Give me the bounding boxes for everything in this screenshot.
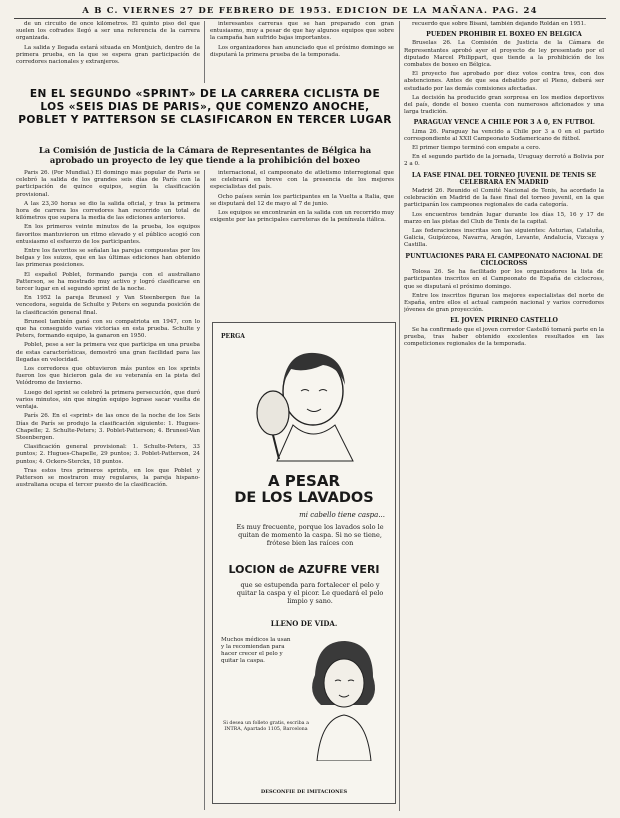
paragraph: La decisión ha producido gran sorpresa en los medios deportivos del país, donde el boxeo cuenta con numerosos aficionados y una larga tradición. (404, 94, 604, 116)
paragraph: Lima 26. Paraguay ha vencido a Chile por 3 a 0 en el partido correspondiente al XXII Campeonato Sudamericano de fútbol. (404, 128, 604, 142)
paragraph: Luego del sprint se celebró la primera persecución, que duró varios minutos, sin que ningún equipo lograse sacar vuelta de ventaja. (16, 389, 200, 411)
column-divider (399, 21, 400, 811)
article-body-middle (210, 170, 394, 318)
paragraph: de un circuito de once kilómetros. El quinto piso del que suelen los cofrades llegó a ser una referencia de la carrera organizada. (16, 21, 200, 42)
paragraph: Los equipos se encontrarán en la salida con un recorrido muy exigente por las principales carreteras de la península itálica. (210, 210, 394, 224)
section-heading: EL JOVEN PIRINEO CASTELLO (450, 317, 558, 325)
paragraph: Los corredores que obtuvieron más puntos en los sprints fueron los que hicieron gala de su veteranía en la pista del Velódromo de Invierno. (16, 366, 200, 387)
right-column (404, 21, 604, 811)
paragraph: Entre los favoritos se señalan las parejas compuestas por los belgas y los suizos, que en las últimas ediciones han obtenido las primeras posiciones. (16, 248, 200, 269)
paragraph: Poblet, pese a ser la primera vez que participa en una prueba de estas características, demostró una gran facilidad para las llegadas en velocidad. (16, 342, 200, 363)
paragraph: Ocho países serán los participantes en la Vuelta a Italia, que se disputará del 12 de mayo al 7 de junio. (210, 193, 394, 207)
paragraph: Tras estos tres primeros sprints, en los que Poblet y Patterson se mostraron muy regulares, la pareja hispano-australiana ocupa el tercer puesto de la clasificación. (16, 467, 200, 489)
paragraph: internacional, el campeonato de atletismo interregional que se celebrará en breve con la presencia de los mejores especialistas del país. (210, 170, 394, 191)
paragraph: En los primeros veinte minutos de la prueba, los equipos favoritos mantuvieron un ritmo elevado y el público acogió con entusiasmo el esfuerzo de los participantes. (16, 224, 200, 245)
paragraph: El primer tiempo terminó con empate a cero. (412, 145, 541, 152)
woman-with-mirror-illustration (243, 343, 383, 463)
section-heading: LA FASE FINAL DEL TORNEO JUVENIL DE TENIS SE CELEBRARA EN MADRID (411, 171, 597, 186)
paragraph: interesantes carreras que se han preparado con gran entusiasmo, muy a pesar de que hay algunos equipos que sobre la campaña han sufrido bajas importantes. (210, 21, 394, 42)
ad-body-text-2: que se estupenda para fortalecer el pelo y quitar la caspa y el picor. Le quedará el pelo limpio y sano. (236, 581, 384, 605)
paragraph: Los organizadores han anunciado que el próximo domingo se disputará la primera prueba de la temporada. (210, 44, 394, 58)
paragraph: Se ha confirmado que el joven corredor Castelló tomará parte en la prueba, tras haber obtenido excelentes resultados en las competiciones regionales de la temporada. (404, 326, 604, 347)
ad-footer: DESCONFIE DE IMITACIONES (260, 789, 348, 795)
paragraph: En 1952 la pareja Bruneel y Van Steenbergen fue la vencedora, seguida de Schulte y Peters en segunda posición de la clasificación general final. (16, 295, 200, 316)
paragraph: París 26. (Por Mundial.) El domingo más popular de París se celebró la salida de los grandes seis días de París con la participación de quince equipos, según la clasificación provisional. (16, 170, 200, 198)
paragraph: París 26. En el «sprint» de las once de la noche de los Seis Días de París se produjo la clasificación siguiente: 1. Hugues-Chapelle; 2. Schulte-Peters; 3. Poblet-Patterson; 4. Bruneel-Van Steenbergen. (16, 413, 200, 441)
lead-subheadline: La Comisión de Justicia de la Cámara de Representantes de Bélgica ha aprobado un proyecto de ley que tiende a la prohibición del boxeo (38, 145, 372, 165)
paragraph: El español Poblet, formando pareja con el australiano Patterson, se ha mostrado muy activo y logró clasificarse en tercer lugar en el segundo sprint de la noche. (16, 271, 200, 293)
ad-offer-text: Muchos médicos la usan y la recomiendan para hacer crecer el pelo y quitar la caspa. (221, 637, 291, 664)
paragraph: recuerdo que sobre Bisani, también dejando Roldán en 1951. (412, 21, 586, 27)
paragraph: Madrid 26. Reunido el Comité Nacional de Tenis, ha acordado la celebración en Madrid de la fase final del torneo juvenil, en la que participarán los campeones regionales de cada categoría. (404, 188, 604, 209)
paragraph: La salida y llegada estará situada en Montjuich, dentro de la primera prueba, en la que se espera gran participación de corredores nacionales y extranjeros. (16, 44, 200, 66)
paragraph: Clasificación general provisional: 1. Schulte-Peters, 33 puntos; 2. Hugues-Chapelle, 29 puntos; 3. Poblet-Patterson, 24 puntos; 4. Ockers-Sterckx, 18 puntos. (16, 444, 200, 465)
advertisement (212, 322, 396, 804)
paragraph: Entre los inscritos figuran los mejores especialistas del norte de España, entre ellos el actual campeón nacional y varios corredores jóvenes de gran proyección. (404, 292, 604, 314)
paragraph: A las 23,30 horas se dio la salida oficial, y tras la primera hora de carrera los corredores han recorrido un total de kilómetros que supera la media de las ediciones anteriores. (16, 200, 200, 222)
section-heading: PUEDEN PROHIBIR EL BOXEO EN BELGICA (426, 31, 582, 39)
top-left-column (16, 21, 200, 85)
paragraph: Los encuentros tendrán lugar durante los días 15, 16 y 17 de marzo en las pistas del Club de Tenis de la capital. (404, 211, 604, 225)
running-head: A B C. VIERNES 27 DE FEBRERO DE 1953. EDICION DE LA MAÑANA. PAG. 24 (82, 6, 538, 16)
header-rule (14, 18, 606, 19)
paragraph: Tolosa 26. Se ha facilitado por los organizadores la lista de participantes inscritos en el Campeonato de España de ciclocross, que se disputará el próximo domingo. (404, 269, 604, 290)
paragraph: El proyecto fue aprobado por diez votos contra tres, con dos abstenciones. Antes de que sea debatido por el Pleno, deberá ser estudiado por las demás comisiones afectadas. (404, 71, 604, 92)
ad-tagline: mi cabello tiene caspa... (299, 511, 385, 519)
column-divider (204, 21, 205, 83)
column-divider (204, 170, 205, 810)
paragraph: Bruneel también ganó con su compatriota en 1947, con lo que ha conseguido varias victorias en esta prueba. Schulte y Peters, formando equipo, la ganaron en 1950. (16, 318, 200, 340)
top-middle-column (210, 21, 394, 85)
ad-slogan: LLENO DE VIDA. (270, 619, 338, 628)
ad-brand: PERGA (221, 333, 245, 340)
woman-portrait-illustration (297, 635, 389, 761)
ad-headline-line1: A PESAR (267, 472, 341, 490)
paragraph: Bruselas 26. La Comisión de Justicia de la Cámara de Representantes aprobó ayer el proyecto de ley presentado por el diputado Marcel Philippart, que tiende a la prohibición de los combates de boxeo en Bélgica. (404, 40, 604, 69)
section-heading: PUNTUACIONES PARA EL CAMPEONATO NACIONAL DE CICLOCROSS (405, 252, 603, 267)
ad-product-name: LOCION de AZUFRE VERI (228, 563, 380, 576)
section-heading: PARAGUAY VENCE A CHILE POR 3 A 0, EN FUTBOL (413, 119, 595, 127)
ad-small-print: Si desea un folleto gratis, escriba a INTRA, Apartado 1105, Barcelona (223, 721, 309, 732)
ad-headline (213, 473, 395, 507)
ad-body-text: Es muy frecuente, porque los lavados solo le quitan de momento la caspa. Si no se tiene, frótese bien las raíces con (236, 523, 384, 547)
headline: EN EL SEGUNDO «SPRINT» DE LA CARRERA CICLISTA DE LOS «SEIS DIAS DE PARIS», QUE COMENZO ANOCHE, POBLET Y PATTERSON SE CLASIFICARON EN TERCER LUGAR (18, 88, 392, 126)
article-body-left (16, 170, 200, 810)
paragraph: Las federaciones inscritas son las siguientes: Asturias, Cataluña, Galicia, Guipúzcoa, Navarra, Aragón, Levante, Andalucía, Vizcaya y Castilla. (404, 228, 604, 249)
ad-headline-line2: DE LOS LAVADOS (234, 490, 374, 506)
paragraph: En el segundo partido de la jornada, Uruguay derrotó a Bolivia por 2 a 0. (404, 154, 604, 168)
